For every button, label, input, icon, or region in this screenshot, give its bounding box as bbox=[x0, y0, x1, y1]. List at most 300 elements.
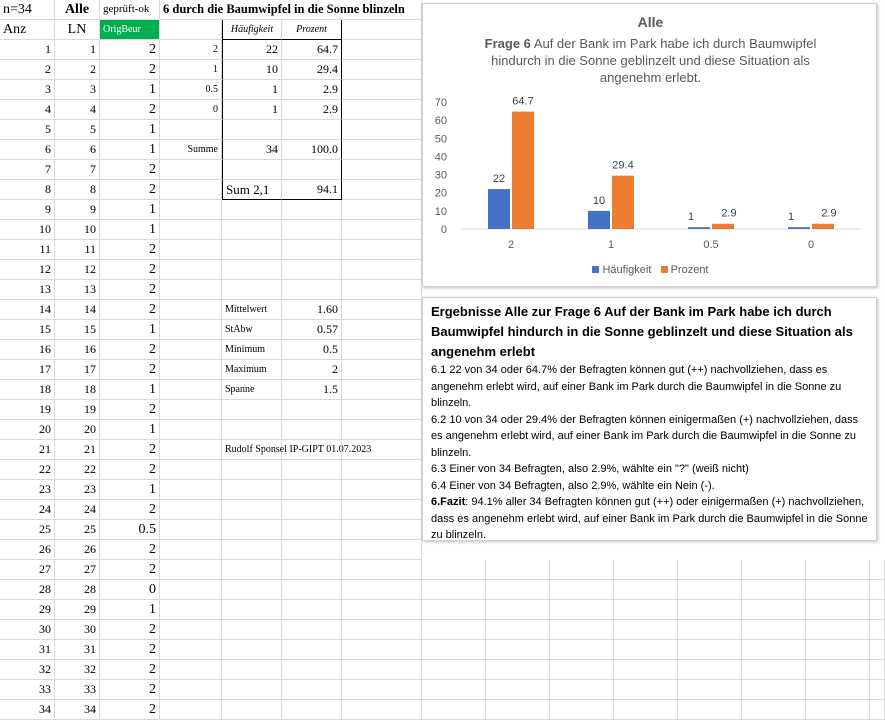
anz-cell[interactable]: 24 bbox=[0, 500, 55, 520]
side-cell-a[interactable] bbox=[160, 700, 222, 720]
side-cell-a[interactable] bbox=[160, 320, 222, 340]
empty-cell[interactable] bbox=[342, 480, 422, 500]
side-cell-c[interactable] bbox=[282, 660, 342, 680]
sum21-label-cell[interactable]: Sum 2,1 bbox=[222, 180, 282, 200]
orig-cell[interactable]: 2 bbox=[100, 180, 160, 200]
orig-cell[interactable]: 2 bbox=[100, 240, 160, 260]
empty-cell[interactable] bbox=[342, 40, 422, 60]
empty-cell[interactable] bbox=[342, 240, 422, 260]
empty-cell[interactable] bbox=[614, 620, 678, 640]
side-cell-a[interactable] bbox=[160, 680, 222, 700]
ln-cell[interactable]: 9 bbox=[55, 200, 100, 220]
side-cell-a[interactable] bbox=[160, 300, 222, 320]
empty-cell[interactable] bbox=[342, 220, 422, 240]
orig-cell[interactable]: 2 bbox=[100, 440, 160, 460]
empty-cell[interactable] bbox=[422, 660, 486, 680]
empty-cell[interactable] bbox=[342, 540, 422, 560]
orig-cell[interactable]: 1 bbox=[100, 200, 160, 220]
empty-cell[interactable] bbox=[342, 120, 422, 140]
orig-cell[interactable]: 2 bbox=[100, 280, 160, 300]
empty-cell[interactable] bbox=[342, 80, 422, 100]
anz-cell[interactable]: 14 bbox=[0, 300, 55, 320]
side-cell-b[interactable] bbox=[222, 620, 282, 640]
empty-cell[interactable] bbox=[550, 640, 614, 660]
sum-count-cell[interactable]: 34 bbox=[222, 140, 282, 160]
empty-cell[interactable] bbox=[678, 620, 742, 640]
freq-count-cell[interactable]: 22 bbox=[222, 40, 282, 60]
empty-cell[interactable] bbox=[550, 600, 614, 620]
freq-pct-cell[interactable]: 2.9 bbox=[282, 80, 342, 100]
empty-cell[interactable] bbox=[806, 660, 870, 680]
side-cell-b[interactable] bbox=[222, 220, 282, 240]
bar-chart[interactable] bbox=[422, 3, 877, 287]
empty-cell[interactable] bbox=[806, 700, 870, 720]
side-cell-a[interactable] bbox=[160, 360, 222, 380]
anz-cell[interactable]: 20 bbox=[0, 420, 55, 440]
empty-cell[interactable] bbox=[342, 140, 422, 160]
ln-cell[interactable]: 14 bbox=[55, 300, 100, 320]
side-cell-a[interactable] bbox=[160, 660, 222, 680]
ln-cell[interactable]: 28 bbox=[55, 580, 100, 600]
empty-cell[interactable] bbox=[806, 680, 870, 700]
orig-cell[interactable]: 1 bbox=[100, 120, 160, 140]
side-cell-c[interactable] bbox=[282, 600, 342, 620]
ln-cell[interactable]: 30 bbox=[55, 620, 100, 640]
side-cell-a[interactable] bbox=[160, 620, 222, 640]
side-cell-b[interactable] bbox=[222, 240, 282, 260]
freq-value-cell[interactable]: 2 bbox=[160, 40, 222, 60]
anz-cell[interactable]: 26 bbox=[0, 540, 55, 560]
anz-cell[interactable]: 9 bbox=[0, 200, 55, 220]
anz-cell[interactable]: 25 bbox=[0, 520, 55, 540]
orig-cell[interactable]: 0.5 bbox=[100, 520, 160, 540]
ln-cell[interactable]: 21 bbox=[55, 440, 100, 460]
col-orig-header[interactable]: OrigBeur bbox=[100, 20, 160, 40]
sum21-pct-cell[interactable]: 94.1 bbox=[282, 180, 342, 200]
empty-cell[interactable] bbox=[870, 560, 885, 580]
empty-cell[interactable] bbox=[742, 560, 806, 580]
ln-cell[interactable]: 26 bbox=[55, 540, 100, 560]
freq-count-cell[interactable]: 1 bbox=[222, 100, 282, 120]
orig-cell[interactable]: 2 bbox=[100, 60, 160, 80]
side-cell-a[interactable] bbox=[160, 420, 222, 440]
orig-cell[interactable]: 1 bbox=[100, 140, 160, 160]
ln-cell[interactable]: 20 bbox=[55, 420, 100, 440]
side-cell-c[interactable] bbox=[282, 460, 342, 480]
empty-cell[interactable] bbox=[342, 260, 422, 280]
empty-cell[interactable] bbox=[678, 700, 742, 720]
empty-cell[interactable] bbox=[614, 560, 678, 580]
orig-cell[interactable]: 2 bbox=[100, 500, 160, 520]
empty-cell[interactable] bbox=[678, 680, 742, 700]
side-cell-b[interactable] bbox=[222, 640, 282, 660]
ln-cell[interactable]: 15 bbox=[55, 320, 100, 340]
side-cell-a[interactable] bbox=[160, 540, 222, 560]
empty-cell[interactable] bbox=[678, 580, 742, 600]
empty-cell[interactable] bbox=[342, 580, 422, 600]
empty-cell[interactable] bbox=[550, 620, 614, 640]
ln-cell[interactable]: 22 bbox=[55, 460, 100, 480]
stat-value-cell[interactable]: 1.5 bbox=[282, 380, 342, 400]
empty-cell[interactable] bbox=[342, 100, 422, 120]
empty-cell[interactable] bbox=[342, 500, 422, 520]
side-cell-c[interactable] bbox=[282, 260, 342, 280]
ln-cell[interactable]: 18 bbox=[55, 380, 100, 400]
orig-cell[interactable]: 2 bbox=[100, 640, 160, 660]
empty-cell[interactable] bbox=[422, 680, 486, 700]
anz-cell[interactable]: 30 bbox=[0, 620, 55, 640]
n-label-cell[interactable]: n=34 bbox=[0, 0, 55, 20]
orig-cell[interactable]: 2 bbox=[100, 260, 160, 280]
side-cell-c[interactable] bbox=[282, 420, 342, 440]
side-cell-a[interactable] bbox=[160, 120, 222, 140]
empty-cell[interactable] bbox=[342, 360, 422, 380]
side-cell-c[interactable] bbox=[282, 520, 342, 540]
empty-cell[interactable] bbox=[550, 660, 614, 680]
anz-cell[interactable]: 13 bbox=[0, 280, 55, 300]
empty-cell[interactable] bbox=[806, 580, 870, 600]
anz-cell[interactable]: 6 bbox=[0, 140, 55, 160]
freq-value-cell[interactable]: 0.5 bbox=[160, 80, 222, 100]
ln-cell[interactable]: 34 bbox=[55, 700, 100, 720]
orig-cell[interactable]: 2 bbox=[100, 300, 160, 320]
empty-cell[interactable] bbox=[342, 700, 422, 720]
empty-cell[interactable] bbox=[486, 580, 550, 600]
ln-cell[interactable]: 19 bbox=[55, 400, 100, 420]
freq-value-cell[interactable]: 1 bbox=[160, 60, 222, 80]
side-cell-a[interactable] bbox=[160, 180, 222, 200]
author-cell[interactable]: Rudolf Sponsel IP-GIPT 01.07.2023 bbox=[222, 440, 282, 460]
empty-cell[interactable] bbox=[422, 560, 486, 580]
sum-pct-cell[interactable]: 100.0 bbox=[282, 140, 342, 160]
empty-cell[interactable] bbox=[806, 640, 870, 660]
anz-cell[interactable]: 8 bbox=[0, 180, 55, 200]
empty-cell[interactable] bbox=[342, 160, 422, 180]
side-cell-c[interactable] bbox=[282, 220, 342, 240]
ln-cell[interactable]: 12 bbox=[55, 260, 100, 280]
empty-cell[interactable] bbox=[422, 580, 486, 600]
orig-cell[interactable]: 2 bbox=[100, 560, 160, 580]
side-cell-c[interactable] bbox=[282, 280, 342, 300]
anz-cell[interactable]: 23 bbox=[0, 480, 55, 500]
side-cell-b[interactable] bbox=[222, 200, 282, 220]
orig-cell[interactable]: 2 bbox=[100, 660, 160, 680]
anz-cell[interactable]: 18 bbox=[0, 380, 55, 400]
side-cell-c[interactable] bbox=[282, 120, 342, 140]
orig-cell[interactable]: 1 bbox=[100, 420, 160, 440]
orig-cell[interactable]: 2 bbox=[100, 160, 160, 180]
anz-cell[interactable]: 28 bbox=[0, 580, 55, 600]
empty-cell[interactable] bbox=[870, 700, 885, 720]
anz-cell[interactable]: 2 bbox=[0, 60, 55, 80]
orig-cell[interactable]: 0 bbox=[100, 580, 160, 600]
empty-cell[interactable] bbox=[614, 600, 678, 620]
side-cell-c[interactable] bbox=[282, 640, 342, 660]
side-cell-a[interactable] bbox=[160, 380, 222, 400]
empty-cell[interactable] bbox=[342, 300, 422, 320]
side-cell-b[interactable] bbox=[222, 280, 282, 300]
side-cell-a[interactable] bbox=[160, 220, 222, 240]
empty-cell[interactable] bbox=[342, 440, 422, 460]
freq-value-cell[interactable]: 0 bbox=[160, 100, 222, 120]
anz-cell[interactable]: 7 bbox=[0, 160, 55, 180]
ln-cell[interactable]: 13 bbox=[55, 280, 100, 300]
side-cell-a[interactable] bbox=[160, 580, 222, 600]
side-cell-b[interactable] bbox=[222, 400, 282, 420]
empty-cell[interactable] bbox=[486, 560, 550, 580]
orig-cell[interactable]: 1 bbox=[100, 320, 160, 340]
empty-cell[interactable] bbox=[614, 640, 678, 660]
side-cell-a[interactable] bbox=[160, 460, 222, 480]
empty-cell[interactable] bbox=[486, 640, 550, 660]
empty-cell[interactable] bbox=[342, 520, 422, 540]
orig-cell[interactable]: 2 bbox=[100, 700, 160, 720]
anz-cell[interactable]: 15 bbox=[0, 320, 55, 340]
empty-cell[interactable] bbox=[422, 640, 486, 660]
empty-cell[interactable] bbox=[342, 620, 422, 640]
orig-cell[interactable]: 1 bbox=[100, 600, 160, 620]
empty-cell[interactable] bbox=[678, 600, 742, 620]
empty-cell[interactable] bbox=[870, 580, 885, 600]
anz-cell[interactable]: 10 bbox=[0, 220, 55, 240]
side-cell-b[interactable] bbox=[222, 520, 282, 540]
stat-label-cell[interactable]: Mittelwert bbox=[222, 300, 282, 320]
anz-cell[interactable]: 5 bbox=[0, 120, 55, 140]
empty-cell[interactable] bbox=[742, 660, 806, 680]
orig-cell[interactable]: 2 bbox=[100, 540, 160, 560]
sum-label-cell[interactable]: Summe bbox=[160, 140, 222, 160]
ln-cell[interactable]: 1 bbox=[55, 40, 100, 60]
anz-cell[interactable]: 3 bbox=[0, 80, 55, 100]
ln-cell[interactable]: 6 bbox=[55, 140, 100, 160]
empty-cell[interactable] bbox=[486, 600, 550, 620]
ln-cell[interactable]: 2 bbox=[55, 60, 100, 80]
ln-cell[interactable]: 29 bbox=[55, 600, 100, 620]
stat-label-cell[interactable]: Spanne bbox=[222, 380, 282, 400]
empty-cell[interactable] bbox=[742, 680, 806, 700]
side-cell-a[interactable] bbox=[160, 480, 222, 500]
empty-cell[interactable] bbox=[742, 700, 806, 720]
empty-cell[interactable] bbox=[342, 680, 422, 700]
stat-label-cell[interactable]: Maximum bbox=[222, 360, 282, 380]
question-title-cell[interactable]: 6 durch die Baumwipfel in die Sonne blinzeln bbox=[160, 0, 422, 20]
empty-cell[interactable] bbox=[486, 620, 550, 640]
checked-cell[interactable]: geprüft-ok bbox=[100, 0, 160, 20]
ln-cell[interactable]: 23 bbox=[55, 480, 100, 500]
stat-label-cell[interactable]: Minimum bbox=[222, 340, 282, 360]
empty-cell[interactable] bbox=[742, 580, 806, 600]
empty-cell[interactable] bbox=[422, 620, 486, 640]
anz-cell[interactable]: 27 bbox=[0, 560, 55, 580]
ln-cell[interactable]: 10 bbox=[55, 220, 100, 240]
side-cell-c[interactable] bbox=[282, 240, 342, 260]
anz-cell[interactable]: 17 bbox=[0, 360, 55, 380]
anz-cell[interactable]: 19 bbox=[0, 400, 55, 420]
empty-cell[interactable] bbox=[342, 340, 422, 360]
empty-cell[interactable] bbox=[678, 640, 742, 660]
anz-cell[interactable]: 33 bbox=[0, 680, 55, 700]
side-cell-b[interactable] bbox=[222, 500, 282, 520]
anz-cell[interactable]: 12 bbox=[0, 260, 55, 280]
freq-count-cell[interactable]: 10 bbox=[222, 60, 282, 80]
stat-value-cell[interactable]: 1.60 bbox=[282, 300, 342, 320]
empty-cell[interactable] bbox=[342, 460, 422, 480]
side-cell-a[interactable] bbox=[160, 440, 222, 460]
results-textbox[interactable] bbox=[422, 297, 877, 541]
anz-cell[interactable]: 1 bbox=[0, 40, 55, 60]
empty-cell[interactable] bbox=[870, 600, 885, 620]
empty-cell[interactable] bbox=[342, 380, 422, 400]
empty-cell[interactable] bbox=[342, 280, 422, 300]
empty-cell[interactable] bbox=[550, 580, 614, 600]
stat-value-cell[interactable]: 2 bbox=[282, 360, 342, 380]
empty-cell[interactable] bbox=[342, 600, 422, 620]
side-cell-b[interactable] bbox=[222, 560, 282, 580]
side-cell-b[interactable] bbox=[222, 260, 282, 280]
anz-cell[interactable]: 16 bbox=[0, 340, 55, 360]
side-cell-a[interactable] bbox=[160, 200, 222, 220]
side-cell-a[interactable] bbox=[160, 340, 222, 360]
empty-cell[interactable] bbox=[550, 700, 614, 720]
side-cell-c[interactable] bbox=[282, 440, 342, 460]
side-cell-b[interactable] bbox=[222, 420, 282, 440]
anz-cell[interactable]: 32 bbox=[0, 660, 55, 680]
ln-cell[interactable]: 4 bbox=[55, 100, 100, 120]
side-cell-c[interactable] bbox=[282, 620, 342, 640]
empty-cell[interactable] bbox=[342, 560, 422, 580]
side-cell-b[interactable] bbox=[222, 540, 282, 560]
side-cell-b[interactable] bbox=[222, 680, 282, 700]
empty-cell[interactable] bbox=[870, 680, 885, 700]
side-cell-c[interactable] bbox=[282, 480, 342, 500]
orig-cell[interactable]: 1 bbox=[100, 380, 160, 400]
orig-cell[interactable]: 1 bbox=[100, 480, 160, 500]
empty-cell[interactable] bbox=[342, 420, 422, 440]
side-cell-c[interactable] bbox=[282, 540, 342, 560]
empty-cell[interactable] bbox=[486, 700, 550, 720]
side-cell-c[interactable] bbox=[282, 580, 342, 600]
empty-cell[interactable] bbox=[422, 700, 486, 720]
empty-cell[interactable] bbox=[342, 640, 422, 660]
empty-cell[interactable] bbox=[870, 640, 885, 660]
col-pct-header[interactable]: Prozent bbox=[282, 20, 342, 40]
empty-cell[interactable] bbox=[422, 600, 486, 620]
col-ln-header[interactable]: LN bbox=[55, 20, 100, 40]
empty-cell[interactable] bbox=[342, 180, 422, 200]
empty-cell[interactable] bbox=[806, 600, 870, 620]
side-cell-a[interactable] bbox=[160, 260, 222, 280]
ln-cell[interactable]: 24 bbox=[55, 500, 100, 520]
side-cell-b[interactable] bbox=[222, 480, 282, 500]
ln-cell[interactable]: 5 bbox=[55, 120, 100, 140]
freq-count-cell[interactable]: 1 bbox=[222, 80, 282, 100]
side-cell-b[interactable] bbox=[222, 120, 282, 140]
group-cell[interactable]: Alle bbox=[55, 0, 100, 20]
empty-cell[interactable] bbox=[614, 660, 678, 680]
orig-cell[interactable]: 2 bbox=[100, 340, 160, 360]
side-cell-b[interactable] bbox=[222, 660, 282, 680]
empty-cell[interactable] bbox=[614, 680, 678, 700]
empty-cell[interactable] bbox=[486, 680, 550, 700]
empty-cell[interactable] bbox=[806, 620, 870, 640]
empty-cell[interactable] bbox=[614, 580, 678, 600]
ln-cell[interactable]: 33 bbox=[55, 680, 100, 700]
col-anz-header[interactable]: Anz bbox=[0, 20, 55, 40]
ln-cell[interactable]: 17 bbox=[55, 360, 100, 380]
empty-cell[interactable] bbox=[550, 680, 614, 700]
side-cell-c[interactable] bbox=[282, 500, 342, 520]
empty-cell[interactable] bbox=[160, 20, 222, 40]
ln-cell[interactable]: 7 bbox=[55, 160, 100, 180]
side-cell-a[interactable] bbox=[160, 240, 222, 260]
side-cell-a[interactable] bbox=[160, 560, 222, 580]
empty-cell[interactable] bbox=[614, 700, 678, 720]
empty-cell[interactable] bbox=[870, 620, 885, 640]
side-cell-a[interactable] bbox=[160, 520, 222, 540]
ln-cell[interactable]: 32 bbox=[55, 660, 100, 680]
side-cell-b[interactable] bbox=[222, 600, 282, 620]
stat-value-cell[interactable]: 0.5 bbox=[282, 340, 342, 360]
orig-cell[interactable]: 2 bbox=[100, 680, 160, 700]
freq-pct-cell[interactable]: 64.7 bbox=[282, 40, 342, 60]
empty-cell[interactable] bbox=[678, 660, 742, 680]
empty-cell[interactable] bbox=[806, 560, 870, 580]
empty-cell[interactable] bbox=[342, 60, 422, 80]
anz-cell[interactable]: 31 bbox=[0, 640, 55, 660]
empty-cell[interactable] bbox=[870, 660, 885, 680]
stat-label-cell[interactable]: StAbw bbox=[222, 320, 282, 340]
ln-cell[interactable]: 11 bbox=[55, 240, 100, 260]
empty-cell[interactable] bbox=[342, 660, 422, 680]
side-cell-c[interactable] bbox=[282, 400, 342, 420]
anz-cell[interactable]: 11 bbox=[0, 240, 55, 260]
anz-cell[interactable]: 4 bbox=[0, 100, 55, 120]
col-freq-header[interactable]: Häufigkeit bbox=[222, 20, 282, 40]
anz-cell[interactable]: 21 bbox=[0, 440, 55, 460]
ln-cell[interactable]: 16 bbox=[55, 340, 100, 360]
ln-cell[interactable]: 8 bbox=[55, 180, 100, 200]
side-cell-a[interactable] bbox=[160, 600, 222, 620]
side-cell-c[interactable] bbox=[282, 200, 342, 220]
empty-cell[interactable] bbox=[550, 560, 614, 580]
side-cell-c[interactable] bbox=[282, 160, 342, 180]
side-cell-b[interactable] bbox=[222, 160, 282, 180]
side-cell-a[interactable] bbox=[160, 500, 222, 520]
orig-cell[interactable]: 1 bbox=[100, 220, 160, 240]
anz-cell[interactable]: 34 bbox=[0, 700, 55, 720]
empty-cell[interactable] bbox=[742, 620, 806, 640]
side-cell-b[interactable] bbox=[222, 580, 282, 600]
stat-value-cell[interactable]: 0.57 bbox=[282, 320, 342, 340]
empty-cell[interactable] bbox=[342, 320, 422, 340]
side-cell-c[interactable] bbox=[282, 700, 342, 720]
freq-pct-cell[interactable]: 2.9 bbox=[282, 100, 342, 120]
side-cell-a[interactable] bbox=[160, 400, 222, 420]
side-cell-c[interactable] bbox=[282, 560, 342, 580]
ln-cell[interactable]: 27 bbox=[55, 560, 100, 580]
side-cell-b[interactable] bbox=[222, 700, 282, 720]
empty-cell[interactable] bbox=[342, 200, 422, 220]
ln-cell[interactable]: 25 bbox=[55, 520, 100, 540]
empty-cell[interactable] bbox=[678, 560, 742, 580]
anz-cell[interactable]: 29 bbox=[0, 600, 55, 620]
orig-cell[interactable]: 2 bbox=[100, 400, 160, 420]
empty-cell[interactable] bbox=[486, 660, 550, 680]
orig-cell[interactable]: 1 bbox=[100, 80, 160, 100]
freq-pct-cell[interactable]: 29.4 bbox=[282, 60, 342, 80]
side-cell-a[interactable] bbox=[160, 280, 222, 300]
empty-cell[interactable] bbox=[342, 400, 422, 420]
